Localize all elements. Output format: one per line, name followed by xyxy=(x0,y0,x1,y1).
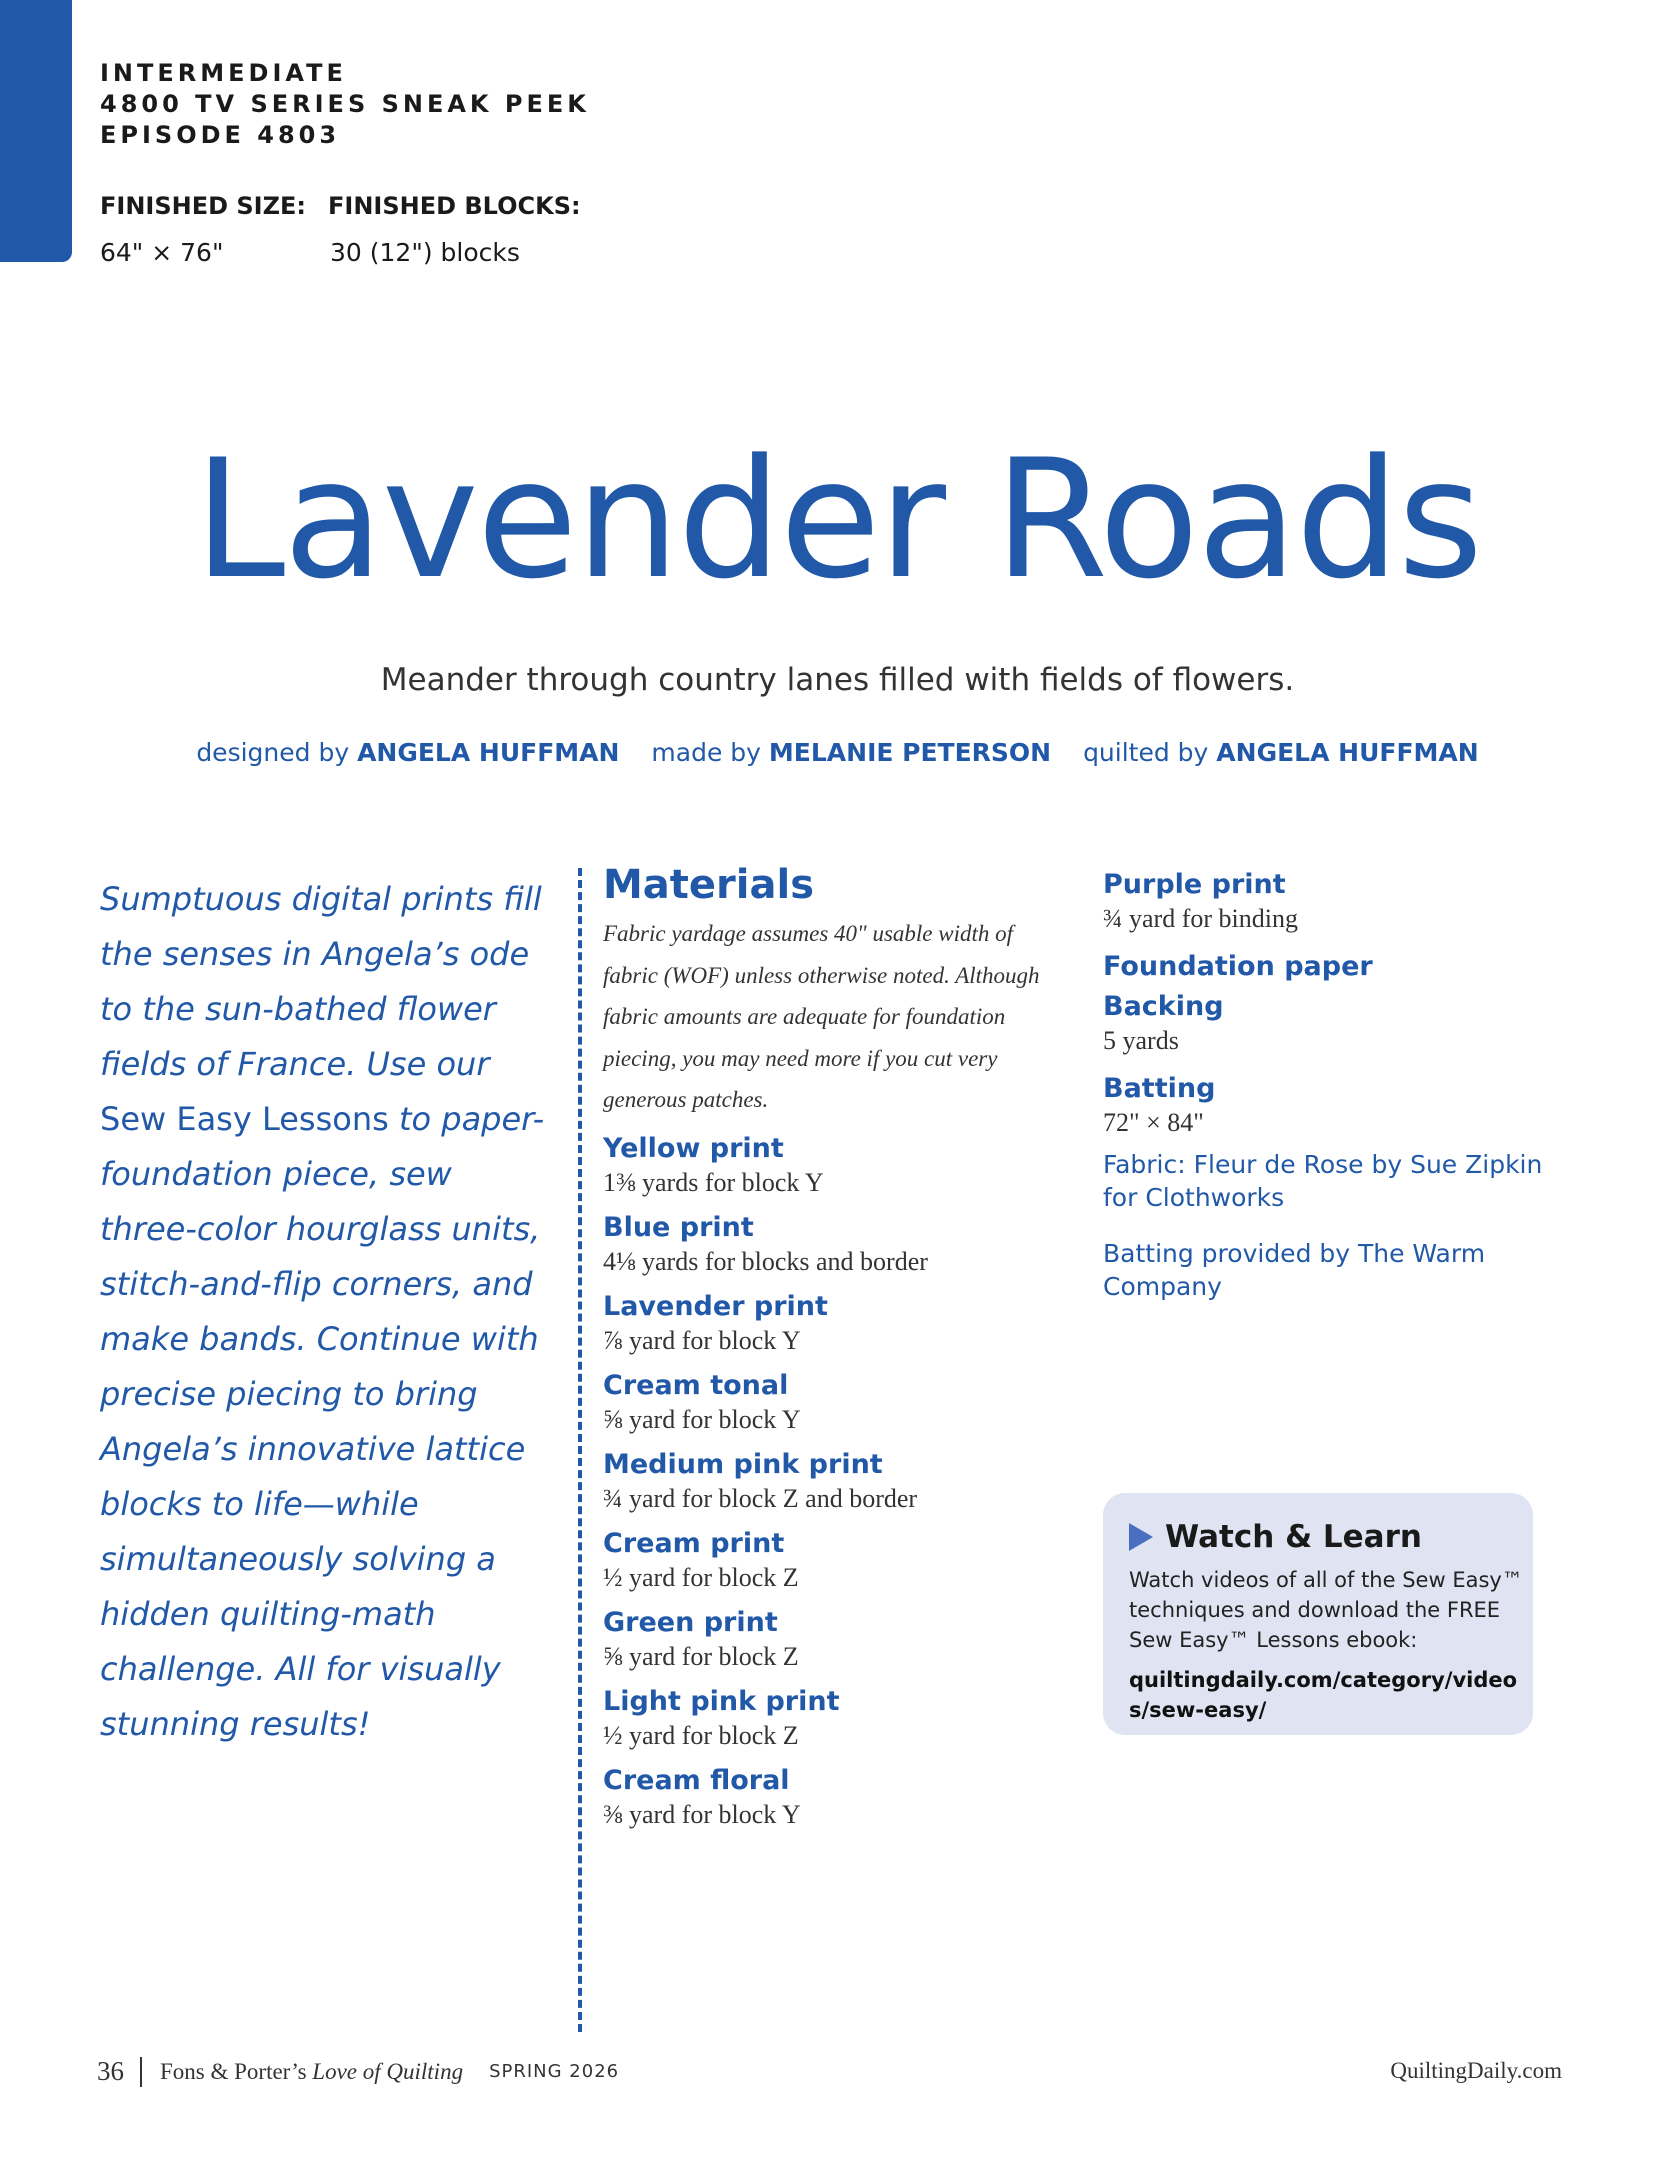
skill-level-block xyxy=(100,58,590,151)
fabric-note: Fabric: Fleur de Rose by Sue Zipkin for Clothworks xyxy=(1103,1150,1543,1212)
magazine-name: Fons & Porter’s Love of Quilting xyxy=(160,2058,464,2084)
finished-size-label: FINISHED SIZE: xyxy=(100,192,306,220)
watch-title: Watch & Learn xyxy=(1165,1519,1422,1555)
designed-by-label: designed by xyxy=(196,738,350,767)
list-item: Batting 72" × 84" xyxy=(1103,1073,1216,1137)
intro-paragraph: Sumptuous digital prints fill the senses in Angela’s ode to the sun-bathed flower fields of France. Use our Sew Easy Lessons to paper-foundation piece, sew three-color hourglass units, stitch-and-flip corners, and make bands. Continue with precise piecing to bring Angela’s innovative lattice blocks to life—while simultaneously solving a hidden quilting-math challenge. All for visually stunning results! xyxy=(100,880,545,1743)
list-item: Cream floral ⅜ yard for block Y xyxy=(603,1764,801,1829)
play-icon xyxy=(1129,1523,1153,1551)
list-item: Cream print ½ yard for block Z xyxy=(603,1527,799,1592)
finished-blocks-label: FINISHED BLOCKS: xyxy=(328,192,581,220)
page-footer xyxy=(97,2056,619,2087)
watch-and-learn-box xyxy=(1103,1493,1533,1735)
episode-label: EPISODE 4803 xyxy=(100,121,341,149)
finished-size-value: 64" × 76" xyxy=(100,238,224,267)
footer-divider xyxy=(140,2057,142,2087)
list-item: Cream tonal ⅝ yard for block Y xyxy=(603,1369,801,1434)
finished-size xyxy=(100,192,306,267)
quilted-by-label: quilted by xyxy=(1083,738,1209,767)
column-divider xyxy=(578,868,582,2032)
list-item: Light pink print ½ yard for block Z xyxy=(603,1685,840,1750)
finished-blocks-value: 30 (12") blocks xyxy=(330,238,520,267)
designer-name: ANGELA HUFFMAN xyxy=(357,738,620,767)
maker-name: MELANIE PETERSON xyxy=(768,738,1052,767)
materials-continued xyxy=(1103,868,1573,1303)
list-item: Foundation paper xyxy=(1103,951,1373,982)
watch-body: Watch videos of all of the Sew Easy™ techniques and download the FREE Sew Easy™ Lessons ebook: xyxy=(1129,1568,1523,1652)
corner-tab xyxy=(0,0,72,262)
page-number: 36 xyxy=(97,2056,124,2086)
credits xyxy=(0,738,1675,767)
page-title: Lavender Roads xyxy=(193,424,1482,615)
materials-list xyxy=(603,860,1063,1832)
list-item: Yellow print 1⅜ yards for block Y xyxy=(603,1132,824,1197)
materials-note: Fabric yardage assumes 40" usable width of fabric (WOF) unless otherwise noted. Although fabric amounts are adequate for foundation piecing, you may need more if you cut very generous patches. xyxy=(603,921,1040,1112)
sew-easy-lessons: Sew Easy Lessons xyxy=(100,1100,389,1138)
list-item: Blue print 4⅛ yards for blocks and border xyxy=(603,1211,928,1276)
skill-level: INTERMEDIATE xyxy=(100,59,347,87)
list-item: Green print ⅝ yard for block Z xyxy=(603,1606,799,1671)
list-item: Backing 5 yards xyxy=(1103,991,1224,1055)
site-link[interactable]: QuiltingDaily.com xyxy=(1390,2058,1562,2083)
batting-note: Batting provided by The Warm Company xyxy=(1103,1239,1486,1301)
watch-url-link[interactable]: quiltingdaily.com/category/videos/sew-easy/ xyxy=(1129,1668,1518,1722)
list-item: Lavender print ⅞ yard for block Y xyxy=(603,1290,828,1355)
materials-heading: Materials xyxy=(603,862,814,908)
quilter-name: ANGELA HUFFMAN xyxy=(1216,738,1479,767)
series-label: 4800 TV SERIES SNEAK PEEK xyxy=(100,90,590,118)
page-subtitle: Meander through country lanes filled with fields of flowers. xyxy=(380,662,1295,698)
finished-blocks xyxy=(328,192,581,267)
made-by-label: made by xyxy=(651,738,761,767)
list-item: Purple print ¾ yard for binding xyxy=(1103,869,1298,933)
issue-label: SPRING 2026 xyxy=(489,2061,620,2082)
list-item: Medium pink print ¾ yard for block Z and border xyxy=(603,1448,918,1513)
